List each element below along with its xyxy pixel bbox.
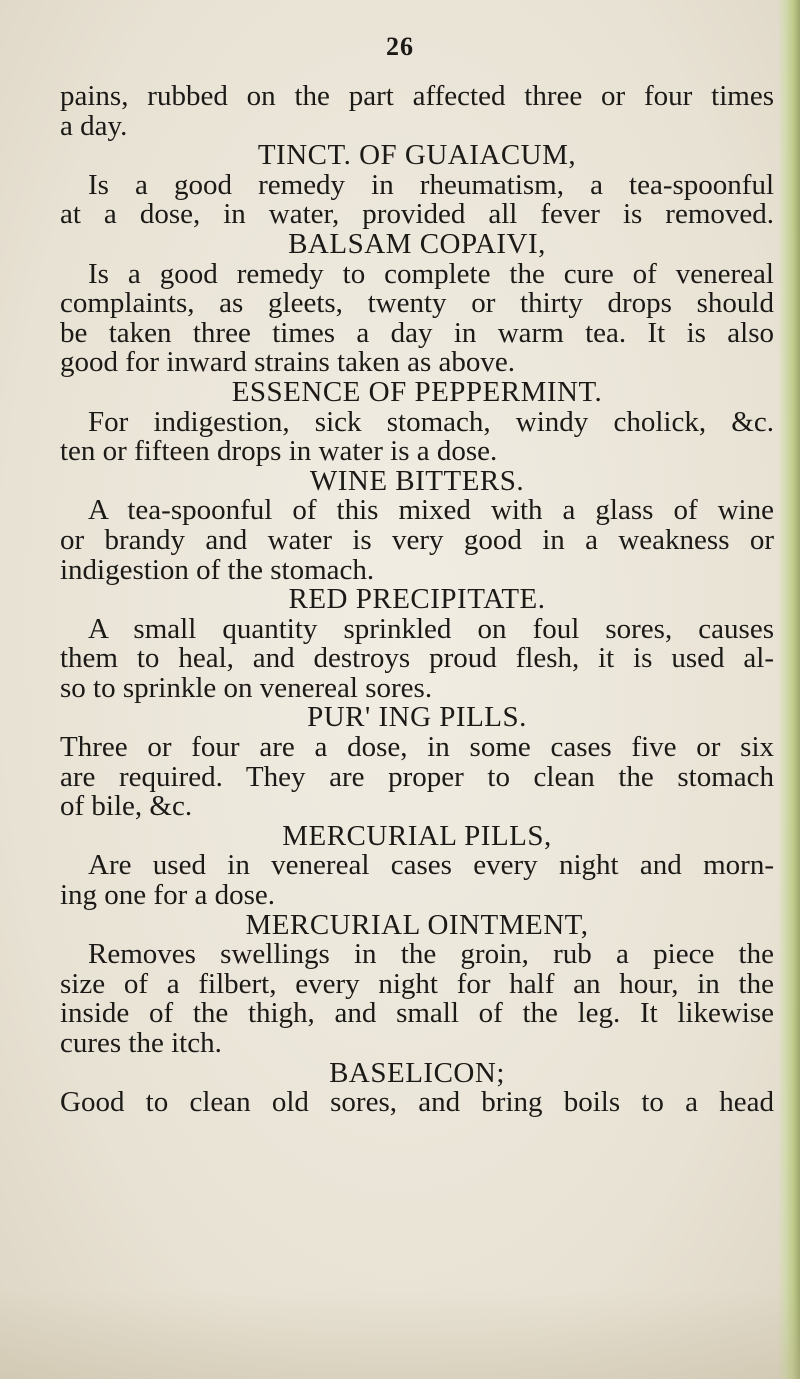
- body-line: Is a good remedy to complete the cure of venereal: [88, 257, 774, 290]
- section-heading: TINCT. OF GUAIACUM,: [257, 139, 577, 172]
- section-heading: PUR' ING PILLS.: [307, 701, 527, 734]
- section-heading: MERCURIAL PILLS,: [282, 819, 552, 852]
- body-line: size of a filbert, every night for half an hour, in the: [60, 967, 774, 1000]
- body-line: pains, rubbed on the part affected three or four times: [60, 80, 774, 112]
- page-edge-stain: [778, 0, 800, 1379]
- body-line: Removes swellings in the groin, rub a piece the: [88, 938, 774, 971]
- body-line: Are used in venereal cases every night and morn-: [88, 849, 774, 882]
- body-line: A tea-spoonful of this mixed with a glass of wine: [88, 494, 774, 527]
- body-line: indigestion of the stomach.: [60, 553, 375, 586]
- body-line: inside of the thigh, and small of the leg. It likewise: [60, 997, 774, 1030]
- body-line: or brandy and water is very good in a weakness or: [60, 523, 774, 556]
- section-heading: BALSAM COPAIVI,: [288, 227, 546, 260]
- body-line: a day.: [60, 109, 128, 142]
- body-line: ing one for a dose.: [60, 879, 276, 912]
- body-line: good for inward strains taken as above.: [60, 346, 516, 379]
- section-heading: RED PRECIPITATE.: [288, 583, 546, 616]
- body-line: so to sprinkle on venereal sores.: [60, 671, 433, 704]
- page-bottom-shade: [0, 1289, 800, 1379]
- body-line: cures the itch.: [60, 1027, 222, 1059]
- body-line: them to heal, and destroys proud flesh, it is used al-: [60, 642, 774, 675]
- body-line: Good to clean old sores, and bring boils to a head: [60, 1086, 774, 1119]
- section-heading: MERCURIAL OINTMENT,: [245, 908, 589, 941]
- body-line: Three or four are a dose, in some cases five or six: [60, 731, 774, 764]
- body-line: A small quantity sprinkled on foul sores, causes: [88, 612, 774, 645]
- page-text: [60, 82, 774, 1118]
- body-line: are required. They are proper to clean the stomach: [60, 760, 774, 793]
- body-line: at a dose, in water, provided all fever is removed.: [60, 198, 774, 231]
- page-number: 26: [386, 32, 414, 61]
- body-line: ten or fifteen drops in water is a dose.: [60, 435, 498, 468]
- body-line: be taken three times a day in warm tea. It is also: [60, 316, 774, 349]
- body-line: of bile, &c.: [60, 790, 193, 823]
- section-heading: ESSENCE OF PEPPERMINT.: [231, 375, 603, 408]
- section-heading: WINE BITTERS.: [309, 464, 525, 497]
- body-line: Is a good remedy in rheumatism, a tea-spoonful: [88, 168, 774, 201]
- body-line: For indigestion, sick stomach, windy cholick, &c.: [88, 405, 774, 438]
- body-line: complaints, as gleets, twenty or thirty drops should: [60, 287, 774, 320]
- section-heading: BASELICON;: [329, 1056, 505, 1089]
